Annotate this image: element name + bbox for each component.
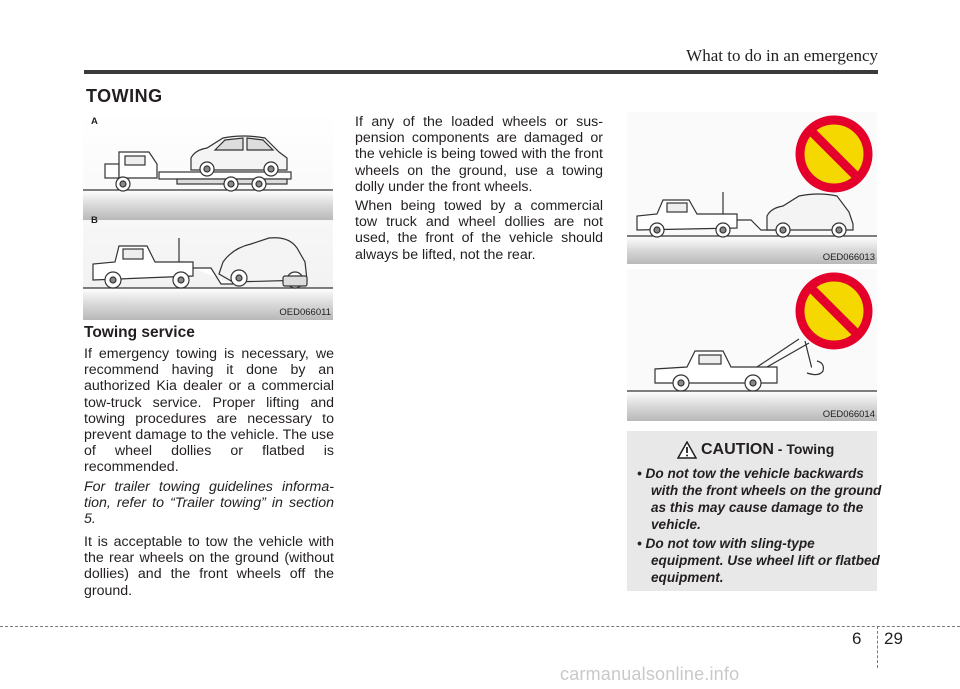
caution-item-2 [637,535,883,586]
towing-illustration-ab [83,112,333,320]
warning-triangle-icon [677,441,697,459]
caution-item-1 [637,465,883,533]
page-number-separator [877,626,878,668]
caution-label: CAUTION [701,441,774,458]
caution-title [701,441,834,459]
bullet-icon: • [637,536,646,551]
figure-code-right-bottom: OED066014 [822,409,875,420]
watermark: carmanualsonline.info [560,664,740,684]
towing-figure-right-bottom [627,269,877,421]
footer-rule [0,626,960,627]
caution-box [627,431,882,591]
prohibited-icon [800,120,868,188]
section-title: TOWING [86,86,163,106]
towing-service-heading: Towing service [84,324,195,341]
caution-item-text: Do not tow the vehicle backwards with the front wheels on the ground as this may cause damage to the vehicle. [645,466,882,532]
prohibited-icon [800,277,868,345]
header-rule [84,70,878,74]
running-header: What to do in an emergency [686,46,878,65]
bullet-icon: • [637,466,646,481]
towing-service-paragraph-2: For trailer towing guidelines information, refer to “Trailer towing” in section 5. [84,479,334,528]
towing-service-paragraph-1: If emergency towing is necessary, we recommend having it done by an authorized Kia dealer or a commercial tow-truck service. Proper lifting and towing procedures are necessary to prevent damage to the vehicle. The use of wheel dollies or flatbed is recommended. [84,346,334,476]
towing-figure-right-top [627,112,877,264]
figure-label-a: A [91,116,98,127]
page-number: 29 [884,629,903,648]
prohibited-towing-illustration-2 [627,269,877,421]
chapter-number: 6 [852,629,862,648]
figure-code-right-top: OED066013 [822,252,875,263]
figure-code-left: OED066011 [279,307,331,318]
middle-paragraph-2: When being towed by a commercial tow truck and wheel dollies are not used, the front of the vehicle should always be lifted, not the rear. [355,198,603,263]
prohibited-towing-illustration-1 [627,112,877,264]
towing-service-paragraph-3: It is acceptable to tow the vehicle with the rear wheels on the ground (without dollies) and the front wheels off the ground. [84,534,334,599]
middle-paragraph-1: If any of the loaded wheels or suspension components are damaged or the vehicle is being towed with the front wheels on the ground, use a towing dolly under the front wheels. [355,114,603,195]
caution-item-text: Do not tow with sling-type equipment. Use wheel lift or flatbed equipment. [645,536,880,585]
figure-label-b: B [91,215,98,226]
towing-figure-left [83,112,333,320]
caution-subtitle: - Towing [773,441,835,457]
